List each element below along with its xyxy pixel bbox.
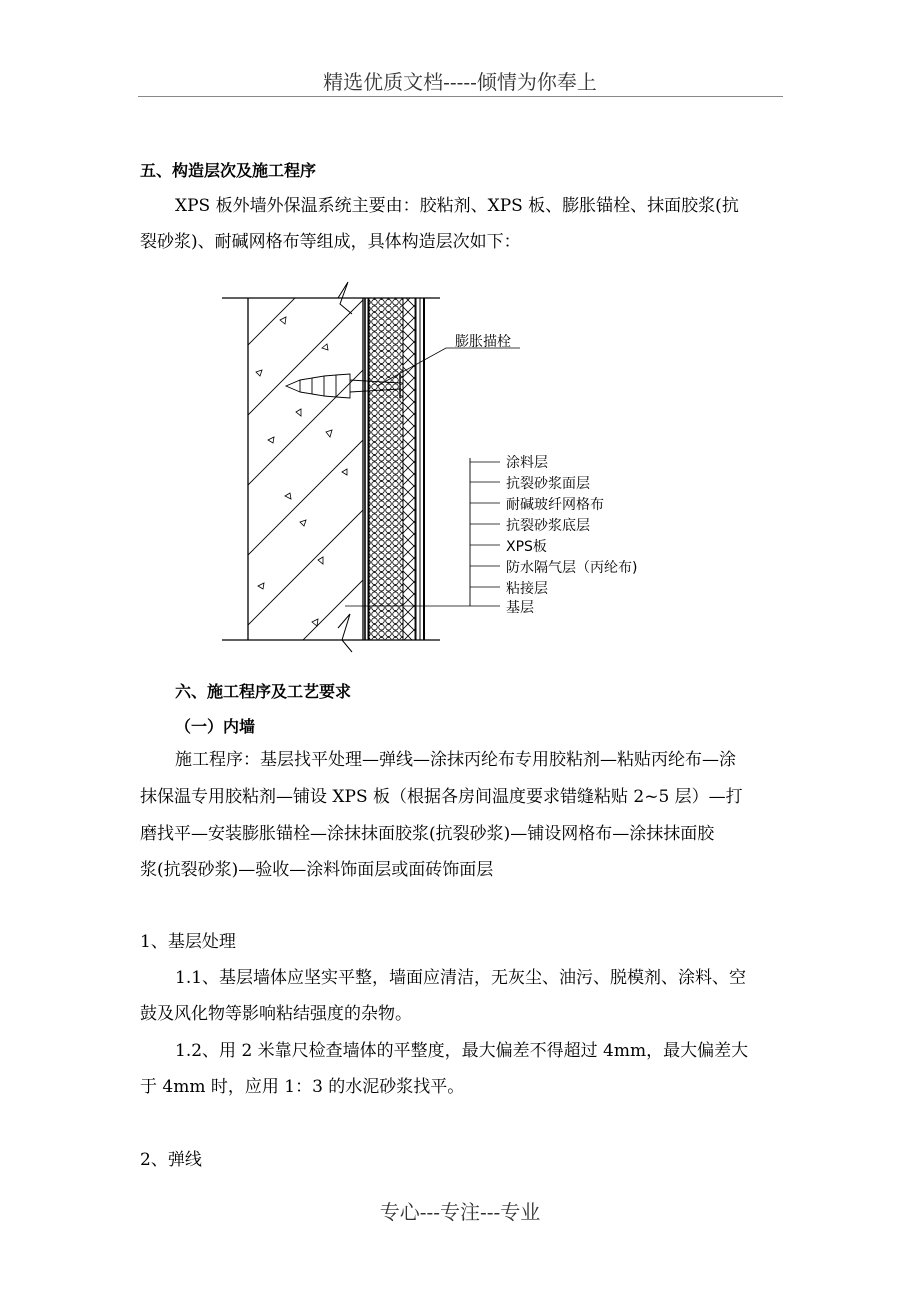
section6-heading: 六、施工程序及工艺要求 xyxy=(175,682,352,701)
page-footer: 专心---专注---专业 xyxy=(379,1200,541,1224)
layer-label-finish-mortar: 抗裂砂浆面层 xyxy=(506,476,590,492)
xps-board xyxy=(369,298,403,640)
item1-p1-line2: 鼓及风化物等影响粘结强度的杂物。 xyxy=(140,1004,412,1024)
page-header: 精选优质文档-----倾情为你奉上 xyxy=(323,70,597,94)
section6-subheading: （一）内墙 xyxy=(175,717,256,736)
section5-intro-line2: 裂砂浆)、耐碱网格布等组成，具体构造层次如下： xyxy=(140,232,521,252)
layer-label-xps: XPS板 xyxy=(506,539,547,555)
layer-label-bonding: 粘接层 xyxy=(506,581,548,597)
layer-label-coating: 涂料层 xyxy=(506,455,548,471)
procedure-line4: 浆(抗裂砂浆)—验收—涂料饰面层或面砖饰面层 xyxy=(140,860,494,880)
layer-label-mesh: 耐碱玻纤网格布 xyxy=(506,497,604,513)
section5-heading: 五、构造层次及施工程序 xyxy=(140,161,317,180)
layer-label-base-mortar: 抗裂砂浆底层 xyxy=(506,518,590,534)
anchor-label: 膨胀描栓 xyxy=(455,334,511,350)
item1-p2-line2: 于 4mm 时，应用 1：3 的水泥砂浆找平。 xyxy=(140,1077,465,1097)
layer-label-base: 基层 xyxy=(506,600,534,616)
item2-title: 2、弹线 xyxy=(140,1150,202,1170)
item1-p1-line1: 1.1、基层墙体应坚实平整，墙面应清洁，无灰尘、油污、脱模剂、涂料、空 xyxy=(175,968,747,988)
layer-label-waterproof: 防水隔气层（丙纶布) xyxy=(506,560,638,576)
procedure-line3: 磨找平—安装膨胀锚栓—涂抹抹面胶浆(抗裂砂浆)—铺设网格布—涂抹抹面胶 xyxy=(140,824,715,844)
item1-title: 1、基层处理 xyxy=(140,932,236,952)
procedure-line2: 抹保温专用胶粘剂—铺设 XPS 板（根据各房间温度要求错缝粘贴 2~5 层）—打 xyxy=(140,787,743,807)
section5-intro-line1: XPS 板外墙外保温系统主要由：胶粘剂、XPS 板、膨胀锚栓、抹面胶浆(抗 xyxy=(175,196,739,216)
base-mortar-layer xyxy=(403,298,415,640)
item1-p2-line1: 1.2、用 2 米靠尺检查墙体的平整度，最大偏差不得超过 4mm，最大偏差大 xyxy=(175,1041,749,1061)
procedure-line1: 施工程序：基层找平处理—弹线—涂抹丙纶布专用胶粘剂—粘贴丙纶布—涂 xyxy=(175,750,736,770)
